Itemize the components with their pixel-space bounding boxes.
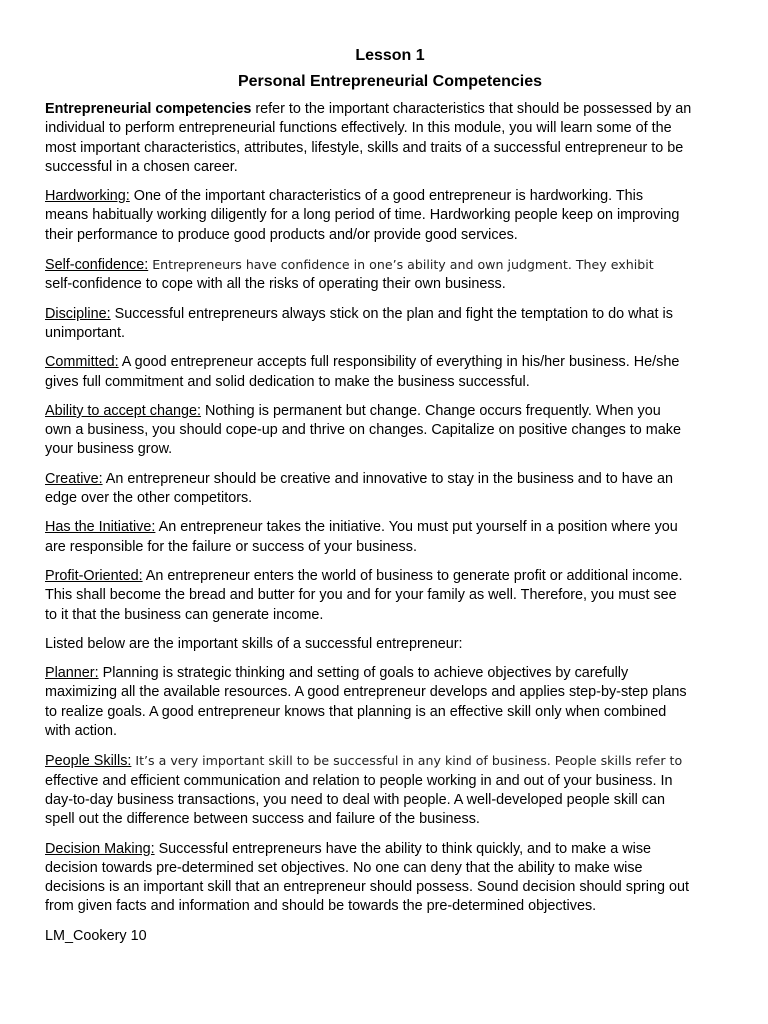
trait-self-confidence [45, 255, 735, 295]
trait-line: self-confidence to cope with all the risks of operating their own business. [45, 276, 506, 293]
skill-line: effective and efficient communication and relation to people working in and out of your business. In [45, 772, 673, 789]
skill-line: day-to-day business transactions, you need to deal with people. A well-developed people skill can [45, 791, 665, 808]
trait-committed [45, 353, 735, 392]
trait-creative [45, 470, 735, 509]
trait-term: Committed: [45, 354, 119, 371]
trait-line: Successful entrepreneurs always stick on the plan and fight the temptation to do what is [110, 305, 673, 322]
footer-code: LM_Cookery 10 [45, 927, 147, 944]
intro-term: Entrepreneurial competencies [45, 101, 252, 117]
document-page [45, 46, 735, 946]
trait-line: Entrepreneurs have confidence in one’s ability and own judgment. They exhibit [148, 257, 654, 273]
lesson-number: Lesson 1 [355, 47, 425, 64]
skill-line: Successful entrepreneurs have the ability to think quickly, and to make a wise [154, 840, 652, 857]
trait-line: to it that the business can generate income. [45, 606, 324, 623]
skills-intro-text: Listed below are the important skills of a successful entrepreneur: [45, 635, 463, 652]
skill-line: decision towards pre-determined set objectives. No one can deny that the ability to make wise [45, 859, 643, 876]
skill-line: to realize goals. A good entrepreneur knows that planning is an effective skill only when combined [45, 703, 667, 720]
trait-line: gives full commitment and solid dedication to make the business successful. [45, 373, 530, 390]
trait-has-the-initiative [45, 518, 735, 557]
trait-line: unimportant. [45, 324, 125, 341]
skill-term: Planner: [45, 665, 99, 682]
skill-term: Decision Making: [45, 840, 155, 857]
skill-line: spell out the difference between success and failure of the business. [45, 811, 480, 828]
skill-line: maximizing all the available resources. A good entrepreneur develops and applies step-by-step plans [45, 684, 687, 701]
intro-line: most important characteristics, attributes, lifestyle, skills and traits of a successful entrepreneur to be [45, 139, 684, 156]
intro-line: refer to the important characteristics that should be possessed by an [251, 101, 692, 117]
trait-line: means habitually working diligently for a long period of time. Hardworking people keep on improving [45, 207, 680, 224]
skill-line: with action. [45, 723, 117, 740]
trait-line: your business grow. [45, 441, 173, 458]
skills-intro [45, 635, 735, 654]
lesson-title: Personal Entrepreneurial Competencies [237, 73, 543, 90]
intro-line: successful in a chosen career. [45, 158, 238, 175]
skill-term: People Skills: [45, 753, 132, 770]
trait-profit-oriented [45, 567, 735, 625]
intro-paragraph [45, 100, 735, 177]
skill-line: from given facts and information and should be towards the pre-determined objectives. [45, 898, 597, 915]
skill-line: decisions is an important skill that an entrepreneur should possess. Sound decision should spring out [45, 879, 689, 896]
trait-line: An entrepreneur enters the world of business to generate profit or additional income. [142, 567, 683, 584]
intro-line: individual to perform entrepreneurial functions effectively. In this module, you will learn some of the [45, 120, 672, 137]
trait-line: own a business, you should cope-up and thrive on changes. Capitalize on positive changes to make [45, 422, 681, 439]
skill-line: It’s a very important skill to be successful in any kind of business. People skills refer to [131, 753, 683, 769]
trait-line: This shall become the bread and butter for you and for your family as well. Therefore, you must see [45, 587, 677, 604]
trait-discipline [45, 305, 735, 344]
trait-line: An entrepreneur should be creative and innovative to stay in the business and to have an [102, 470, 674, 487]
trait-hardworking [45, 187, 735, 245]
trait-line: are responsible for the failure or success of your business. [45, 538, 417, 555]
trait-line: A good entrepreneur accepts full responsibility of everything in his/her business. He/she [118, 354, 680, 371]
skill-line: Planning is strategic thinking and setting of goals to achieve objectives by carefully [98, 665, 629, 682]
skill-decision-making [45, 840, 735, 917]
trait-ability-to-accept-change [45, 402, 735, 460]
trait-term: Profit-Oriented: [45, 567, 143, 584]
trait-term: Creative: [45, 470, 103, 487]
trait-term: Ability to accept change: [45, 402, 201, 419]
trait-term: Has the Initiative: [45, 519, 156, 536]
trait-line: An entrepreneur takes the initiative. You must put yourself in a position where you [155, 519, 678, 536]
trait-line: their performance to produce good products and/or provide good services. [45, 226, 518, 243]
trait-line: One of the important characteristics of a good entrepreneur is hardworking. This [129, 188, 644, 205]
skill-people-skills [45, 751, 735, 829]
trait-line: Nothing is permanent but change. Change occurs frequently. When you [201, 402, 661, 419]
trait-line: edge over the other competitors. [45, 490, 253, 507]
trait-term: Hardworking: [45, 188, 130, 205]
trait-term: Self-confidence: [45, 257, 149, 274]
trait-term: Discipline: [45, 305, 111, 322]
skill-planner [45, 664, 735, 741]
